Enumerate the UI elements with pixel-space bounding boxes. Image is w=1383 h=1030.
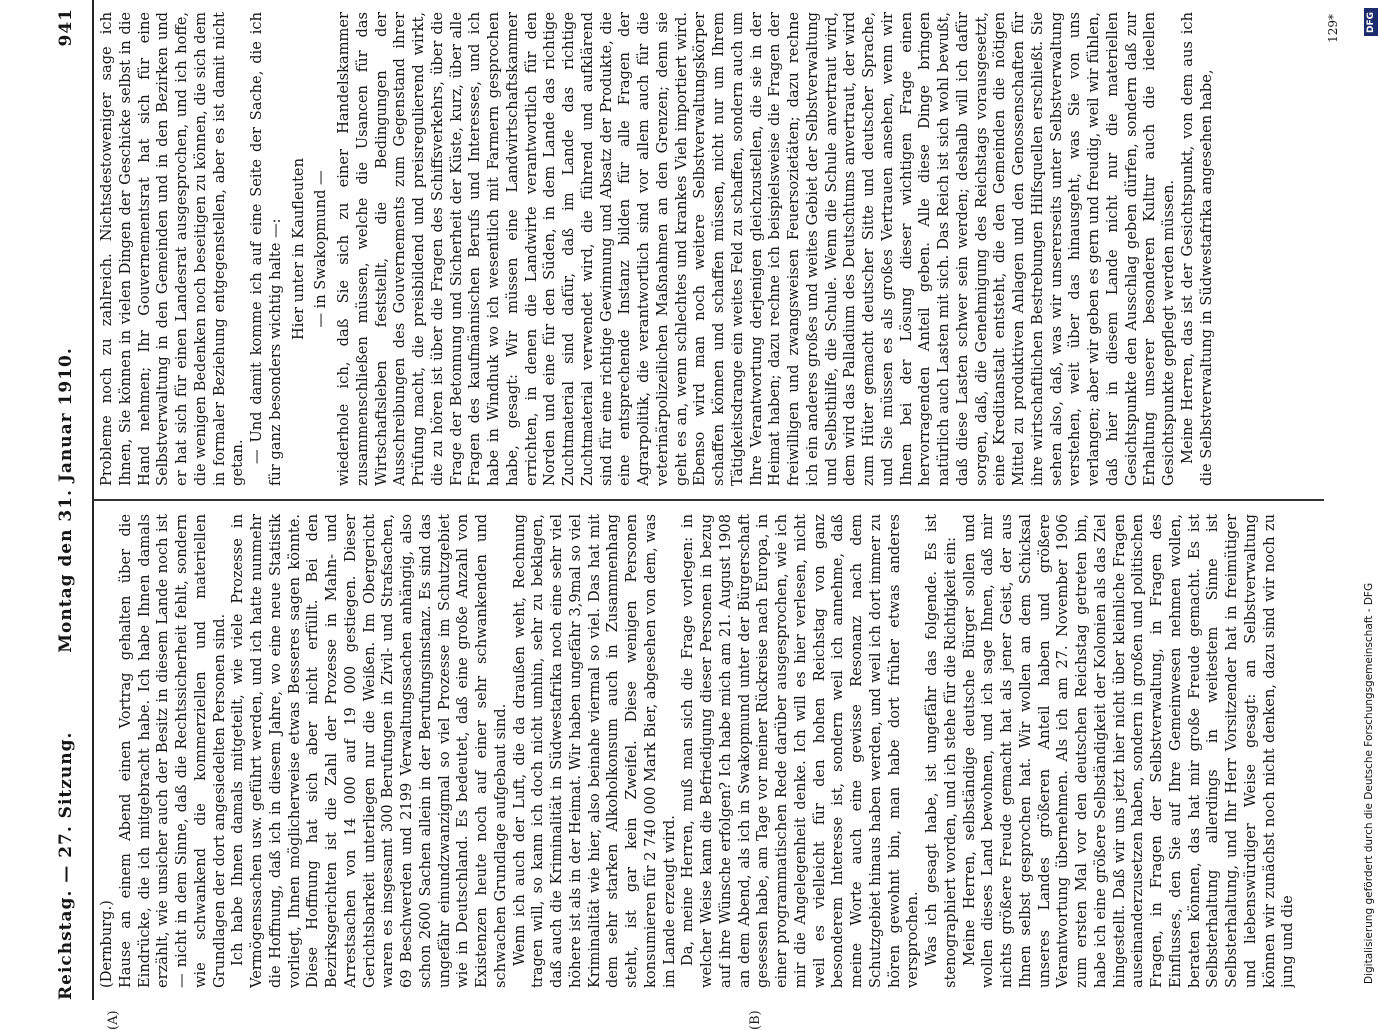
digitization-sidebar [1363,8,1379,992]
speaker-name: (Dernburg.) [98,900,115,988]
document-page [48,0,1348,1030]
page-header [48,0,94,1000]
margin-marker-b: (B) [748,1010,763,1030]
page-number: 941 [56,8,76,47]
paragraph: Da, meine Herren, muß man sich die Frage vorlegen: in welcher Weise kann die Befriedigung dieser Personen in bezug auf ihre Wünsche erfolgen? Ich habe mich am 21. August 1908 an dem Abend, als ich in Swakopmund unter der Bürgerschaft gesessen habe, am Tage vor meiner Rückreise nach Europa, in einer programmatischen Rede darüber ausgesprochen, wie ich mir die Angelegenheit denke. Ich will es hier verlesen, nicht weil es vielleicht für den hohen Reichstag von ganz besonderem Interesse ist, sondern weil ich annehme, daß meine Worte auch eine gewisse Resonanz nach dem Schutzgebiet hinaus haben werden, und weil ich dort immer zu hören gewohnt bin, man habe dort früher etwas anderes versprochen. [679,514,922,988]
dfg-logo-icon: DFG [1364,8,1378,36]
paragraph: Was ich gesagt habe, ist ungefähr das folgende. Es ist stenographiert worden, und ich stehe für die Richtigkeit ein: [923,514,959,988]
paragraph: Meine Herren, das ist der Gesichtspunkt, von dem aus ich die Selbstverwaltung in Südwestafrika angesehen habe, [1178,12,1215,486]
paragraph: Hause an einem Abend einen Vortrag gehalten über die Eindrücke, die ich mitgebracht habe. Ich habe Ihnen damals erzählt, wie unsicher auch der Besitz in diesem Lande noch ist — nicht in dem Sinne, daß die Rechtssicherheit fehlt, sondern wie schwankend die kommerziellen und materiellen Grundlagen der dort angesiedelten Personen sind. [116,514,228,988]
column-divider [92,499,1324,501]
paragraph: Wenn ich auch der Luft, die da draußen weht, Rechnung tragen will, so kann ich doch nicht umhin, sehr zu beklagen, daß auch die Kriminalität in Südwestafrika noch eine sehr viel höhere ist als in der Heimat. Wir haben ungefähr 3,9mal so viel Kriminalität wie hier, also beinahe viermal so viel. Das hat mit dem sehr starken Alkoholkonsum auch in Zusammenhang steht, ist gar kein Zweifel. Diese wenigen Personen konsumieren für 2 740 000 Mark Bier, abgesehen von dem, was im Lande erzeugt wird. [510,514,678,988]
paragraph: Ich habe Ihnen damals mitgeteilt, wie viele Prozesse in Vermögenssachen usw. geführt werden, und ich hatte nunmehr die Hoffnung, daß ich in diesem Jahre, wo eine neue Statistik vorliegt, Ihnen möglicherweise etwas Besseres sagen könnte. Diese Hoffnung hat sich aber nicht erfüllt. Bei den Bezirksgerichten ist die Zahl der Prozesse in Mahn- und Arrestsachen von 14 000 auf 19 000 gestiegen. Dieser Gerichtsbarkeit unterliegen nur die Weißen. Im Obergericht waren es insgesamt 300 Berufungen in Zivil- und Strafsachen, 69 Beschwerden und 2199 Verwaltungssachen anhängig, also schon 2600 Sachen allein in der Berufungsinstanz. Es sind das ungefähr einundzwanzigmal so viel Prozesse im Schutzgebiet wie in Deutschland. Es bedeutet, daß eine große Anzahl von Existenzen heute noch auf einer sehr schwankenden und schwachen Grundlage aufgebaut sind. [229,514,509,988]
digitization-credit: Digitalisierung gefördert durch die Deutsche Forschungsgemeinschaft - DFG [1363,582,1375,984]
right-column [98,12,1320,486]
footnote-number: 129* [1326,14,1340,43]
attribution-line: — in Swakopmund — [312,170,330,328]
margin-marker-a: (A) [106,1010,121,1030]
left-column [98,514,1320,988]
paragraph: — Und damit komme ich auf eine Seite der Sache, die ich für ganz besonders wichtig halte —: [248,12,284,486]
paragraph: Meine Herren, selbständige deutsche Bürger sollen und wollen dieses Land bewohnen, und ich sage Ihnen, daß mir nichts größere Freude gemacht hat als jener Geist, der aus Ihnen selbst gesprochen hat. Wir wollen an dem Schicksal unseres Landes größeren Anteil haben und größere Verantwortung übernehmen. Als ich am 27. November 1906 zum ersten Mal vor den deutschen Reichstag getreten bin, habe ich eine größere Selbständigkeit der Kolonien als das Ziel hingestellt. Daß wir uns jetzt hier nicht über kleinliche Fragen auseinanderzusetzen haben, sondern in großen und politischen Fragen, in Fragen der Selbstverwaltung, in Fragen des Einflusses, den Sie auf Ihre Gemeinwesen nehmen wollen, beraten können, das hat mir große Freude gemacht. Es ist Selbsterhaltung allerdings in weitestem Sinne ist Selbsterhaltung, und Ihr Herr Vorsitzender hat in freimütiger und liebenswürdiger Weise gesagt: an Selbstverwaltung können wir zunächst noch nicht denken, dazu sind wir noch zu jung und die [960,514,1297,988]
paragraph: Probleme noch zu zahlreich. Nichtsdestoweniger sage ich Ihnen, Sie können in vielen Dingen der Geschicke selbst in die Hand nehmen; Ihr Gouvernementsrat hat sich für eine Selbstverwaltung in den Gemeinden und in den Bezirken und er hat sich für einen Landesrat ausgesprochen, und ich hoffe, die wenigen Bedenken noch beseitigen zu können, die sich dem in formaler Beziehung entgegenstellen, aber es ist damit nicht getan. [98,12,247,486]
paragraph: wiederhole ich, daß Sie sich zu einer Handelskammer zusammenschließen müssen, welche die Usancen für das Wirtschaftsleben feststellt, die Bedingungen der Ausschreibungen des Gouvernements zum Gegenstand ihrer Prüfung macht, die preisbildend und preisregulierend wirkt, die zu hören ist über die Fragen des Schiffsverkehrs, über die Frage der Betonnung und Sicherheit der Küste, kurz, über alle Fragen des kaufmännischen Berufs und Interesses, und ich habe in Windhuk wo ich wesentlich mit Farmern gesprochen habe, gesagt: Wir müssen eine Landwirtschaftskammer errichten, in denen die Landwirte verantwortlich für den Norden und eine für den Süden, in dem Lande das richtige Zuchtmaterial sind dafür, daß im Lande das richtige Zuchtmaterial verwendet wird, die führend und aufklärend sind für eine richtige Gewinnung und Absatz der Produkte, die eine entsprechende Instanz bilden für alle Fragen der Agrarpolitik, die verantwortlich sind vor allem auch für die veterinärpolizeilichen Maßnahmen an den Grenzen; denn sie geht es an, wenn schlechtes und krankes Vieh importiert wird. Ebenso wird man noch weitere Selbstverwaltungskörper schaffen können und schaffen müssen, nicht nur um Ihrem Tätigkeitsdrange ein weites Feld zu schaffen, sondern auch um Ihre Verantwortung derjenigen gleichzustellen, die sie in der Heimat haben; dazu rechne ich beispielsweise die Fragen der freiwilligen und zwangsweisen Feuersozietäten; dazu rechne ich ein anderes großes und weites Gebiet der Selbstverwaltung und Selbsthilfe, die Schule. Wenn die Schule anvertraut wird, dem wird das Palladium des Deutschtums anvertraut, der wird zum Hüter gemacht deutscher Sitte und deutscher Sprache, und Sie müssen es als großes Vertrauen ansehen, wenn wir Ihnen bei der Lösung dieser wichtigen Frage einen hervorragenden Anteil geben. Alle diese Dinge bringen natürlich auch Lasten mit sich. Das Reich ist sich wohl bewußt, daß diese Lasten schwer sein werden; deshalb will ich dafür sorgen, daß, die Genehmigung des Reichstags vorausgesetzt, eine Kreditanstalt entsteht, die den Gemeinden die nötigen Mittel zu produktiven Anlagen und den Genossenschaften für ihre wirtschaftlichen Bestrebungen Hilfsquellen erschließt. Sie sehen also, daß, was wir unsererseits unter Selbstverwaltung verstehen, weit über das hinausgeht, was Sie von uns verlangen; aber wir geben es gern und freudig, weil wir fühlen, daß hier in diesem Lande nicht nur die materiellen Gesichtspunkte den Ausschlag geben dürfen, sondern daß zur Erhaltung unserer besonderen Kultur auch die ideellen Gesichtspunkte gepflegt werden müssen. [335,12,1177,486]
header-date: Montag den 31. Januar 1910. [56,347,76,653]
header-session-title: Reichstag. — 27. Sitzung. [56,731,76,1000]
attribution-line: Hier unter in Kaufleuten [289,158,307,340]
